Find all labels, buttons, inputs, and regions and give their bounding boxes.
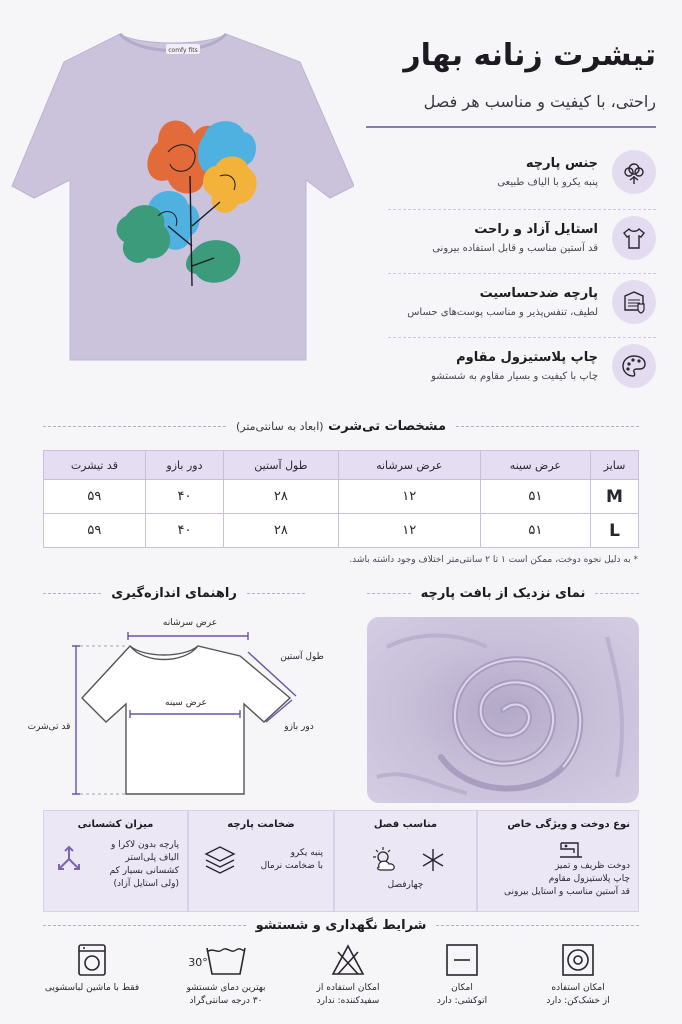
specs-unit-note: (ابعاد به سانتی‌متر): [235, 420, 324, 433]
care-label: ۳۰ درجه سانتی‌گراد: [189, 996, 263, 1007]
column-header: قد تیشرت: [44, 451, 146, 480]
feature-desc: قد آستین مناسب و قابل استفاده بیرونی: [432, 243, 598, 254]
info-season: [334, 810, 477, 912]
layers-icon: [203, 843, 237, 881]
washing-machine-icon: [74, 942, 110, 978]
label-sleeve: طول آستین: [280, 652, 324, 662]
column-header: عرض سرشانه: [338, 451, 480, 480]
care-label: امکان استفاده از: [316, 983, 380, 993]
info-line: چهارفصل: [387, 880, 424, 890]
fabric-closeup-image: [367, 617, 639, 803]
size-table: [43, 450, 639, 548]
feature-title: چاپ پلاستیزول مقاوم: [456, 350, 598, 365]
info-line: دوخت ظریف و تمیز: [554, 861, 630, 871]
specs-title-text: مشخصات تی‌شرت: [328, 419, 447, 434]
feature-desc: چاپ با کیفیت و بسیار مقاوم به شستشو: [431, 371, 598, 382]
table-cell: ۲۸: [224, 514, 339, 548]
care-heading: [43, 918, 639, 933]
table-row: [44, 480, 639, 514]
size-footnote: * به دلیل نحوه دوخت، ممکن است ۱ تا ۲ سانتی‌متر اختلاف وجود داشته باشد.: [349, 555, 638, 565]
care-item: [298, 942, 398, 1008]
care-label: بهترین دمای شستشو: [186, 983, 266, 993]
care-label: فقط با ماشین لباسشویی: [44, 983, 140, 993]
info-line: چاپ پلاستیزول مقاوم: [548, 874, 630, 885]
table-cell: ۵۱: [480, 514, 590, 548]
table-header-row: [44, 451, 639, 480]
measure-heading: [43, 586, 305, 601]
info-line: پارچه بدون لاکرا و: [111, 840, 179, 850]
table-cell: ۵۱: [480, 480, 590, 514]
info-line: الیاف پلی‌استر: [125, 853, 179, 864]
feature-title: جنس پارچه: [525, 156, 598, 171]
info-line: پنبه یکرو: [290, 848, 323, 858]
table-cell: ۵۹: [44, 514, 146, 548]
care-label: اتوکشی: دارد: [436, 996, 488, 1007]
column-header: عرض سینه: [480, 451, 590, 480]
column-header: سایز: [591, 451, 639, 480]
feature-antiallergy: [388, 272, 656, 332]
title-divider: [366, 126, 656, 128]
info-stretch: [43, 810, 188, 912]
tumble-dry-icon: [560, 942, 596, 978]
care-label: امکان استفاده: [551, 983, 605, 993]
column-header: دور بازو: [145, 451, 223, 480]
palette-icon: [612, 344, 656, 388]
label-chest: عرض سینه: [165, 698, 207, 708]
care-label: سفیدکننده: ندارد: [316, 996, 380, 1007]
feature-style: [388, 208, 656, 268]
season-icon: [363, 845, 453, 879]
feature-fabric: [388, 142, 656, 202]
info-title: نوع دوخت و ویژگی خاص: [507, 819, 630, 830]
measurement-diagram: [27, 612, 334, 812]
label-arm: دور بازو: [284, 722, 314, 732]
table-cell: ۱۲: [338, 480, 480, 514]
info-title: میزان کشسانی: [77, 819, 154, 830]
wash-30-icon: [188, 942, 248, 978]
stretch-icon: [54, 843, 84, 877]
table-cell: M: [591, 480, 639, 514]
feature-print: [388, 336, 656, 396]
table-row: [44, 514, 639, 548]
brand-tag-text: comfy fits: [168, 47, 198, 54]
no-bleach-icon: [330, 942, 366, 978]
care-item: [42, 942, 142, 995]
page-title: تیشرت زنانه بهار: [403, 38, 656, 73]
wash-temp: 30°: [188, 956, 208, 969]
info-title: ضخامت پارچه: [227, 819, 295, 830]
tshirt-image: [8, 26, 354, 372]
table-cell: ۲۸: [224, 480, 339, 514]
fabric-heading: [367, 586, 639, 601]
table-cell: ۱۲: [338, 514, 480, 548]
measure-title: راهنمای اندازه‌گیری: [111, 586, 237, 601]
info-row: [43, 810, 639, 912]
sewing-machine-icon: [558, 839, 584, 865]
info-line: کشسانی بسیار کم: [109, 866, 179, 877]
cotton-icon: [612, 150, 656, 194]
feature-desc: پنبه یکرو با الیاف طبیعی: [497, 177, 598, 188]
info-title: مناسب فصل: [373, 819, 438, 830]
feature-desc: لطیف، تنفس‌پذیر و مناسب پوست‌های حساس: [407, 307, 598, 318]
care-item: [412, 942, 512, 1008]
table-cell: ۵۹: [44, 480, 146, 514]
care-label: از خشک‌کن: دارد: [546, 996, 610, 1007]
fabric-shield-icon: [612, 280, 656, 324]
info-line: قد آستین مناسب و استایل بیرونی: [503, 887, 630, 898]
feature-title: پارچه ضدحساسیت: [479, 286, 598, 301]
info-line: (ولی استایل آزاد): [113, 879, 179, 890]
label-shoulder: عرض سرشانه: [162, 618, 218, 628]
specs-heading: [43, 419, 639, 434]
specs-title: [236, 419, 446, 434]
tshirt-icon: [612, 216, 656, 260]
table-cell: L: [591, 514, 639, 548]
page-subtitle: راحتی، با کیفیت و مناسب هر فصل: [423, 92, 656, 111]
info-line: با ضخامت نرمال: [260, 861, 323, 872]
info-thickness: [188, 810, 334, 912]
info-sewing: [477, 810, 639, 912]
care-item: [176, 942, 276, 1008]
table-cell: ۴۰: [145, 480, 223, 514]
table-cell: ۴۰: [145, 514, 223, 548]
column-header: طول آستین: [224, 451, 339, 480]
fabric-title: نمای نزدیک از بافت پارچه: [420, 586, 586, 601]
care-label: امکان: [451, 983, 473, 993]
care-title: شرایط نگهداری و شستشو: [255, 918, 427, 933]
iron-icon: [444, 942, 480, 978]
feature-title: استایل آزاد و راحت: [474, 222, 598, 237]
care-item: [528, 942, 628, 1008]
label-length: قد تی‌شرت: [27, 722, 71, 732]
